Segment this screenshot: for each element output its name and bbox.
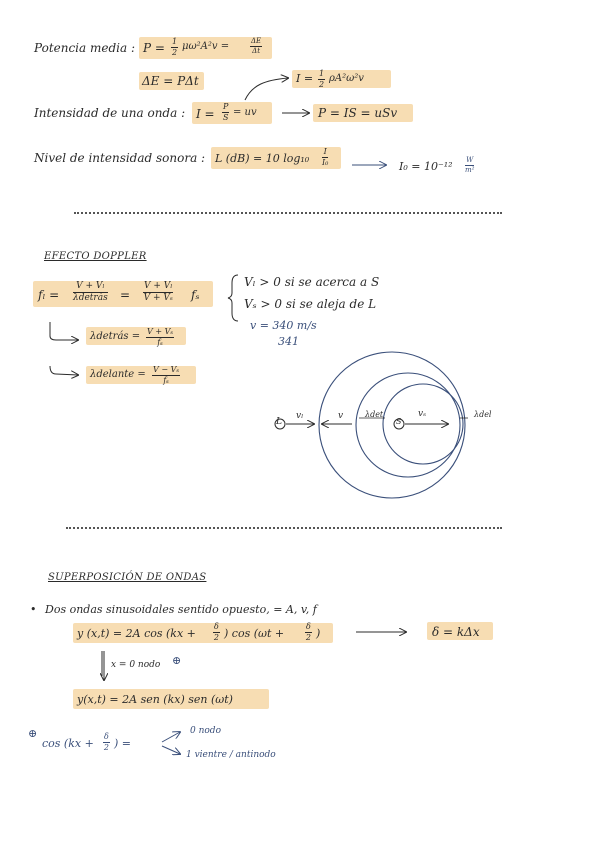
doppler-f: fₗ =: [38, 288, 60, 302]
lambda-del-label: λdel: [474, 410, 492, 419]
i0-formula: I₀ = 10⁻¹²: [399, 160, 453, 173]
source-circle: [394, 419, 404, 429]
nodo-note: x = 0 nodo: [111, 660, 161, 670]
fraction: $\frac{\text{V + Vₛ}}{\text{fₛ}}$: [147, 327, 174, 347]
y-formula-b: ) cos (ωt +: [224, 627, 285, 640]
fraction: $\frac{\Delta E}{\Delta t}$: [251, 37, 262, 55]
speed-correction: 341: [278, 335, 299, 348]
branch-arrow: [162, 732, 180, 742]
fraction: $\frac{\text{V − Vₛ}}{\text{fₛ}}$: [153, 365, 180, 385]
doppler-eq: =: [120, 288, 131, 302]
fraction: $\frac{\text{V + Vₗ}}{\text{V + Vₛ}}$: [143, 281, 173, 303]
hook-arrow: [50, 322, 78, 340]
cos-formula-b: ) =: [114, 737, 132, 750]
potencia-label: Potencia media :: [34, 41, 136, 55]
condition-vl: Vₗ > 0 si se acerca a S: [244, 275, 380, 289]
potencia-formula-a: P =: [143, 41, 165, 55]
y2-formula: y(x,t) = 2A sen (kx) sen (ωt): [77, 693, 233, 706]
fraction: $\frac{1}{2}$: [319, 69, 325, 89]
fraction: $\frac{\delta}{2}$: [305, 622, 311, 642]
vl-label: vₗ: [296, 411, 304, 421]
doppler-fs: fₛ: [191, 288, 200, 302]
listener-circle: [275, 419, 285, 429]
condition-vs: Vₛ > 0 si se aleja de L: [244, 297, 377, 311]
intensidad-alt-a: I =: [296, 72, 314, 85]
fraction: V + Vₗ λdetrás: [73, 281, 108, 303]
speed-of-sound: v = 340 m/s: [250, 319, 317, 332]
plus-mark-icon: ⊕: [172, 654, 182, 667]
branch-arrow: [162, 746, 180, 754]
doppler-heading: EFECTO DOPPLER: [44, 251, 147, 262]
cos-formula-a: cos (kx +: [42, 737, 94, 750]
delta-formula: δ = kΔx: [432, 625, 480, 639]
option-nodo: 0 nodo: [190, 726, 221, 736]
fraction: $\frac{1}{2}$: [172, 37, 178, 57]
y-formula-c: ): [316, 627, 321, 640]
bullet: •: [30, 603, 37, 616]
intensidad-formula-a: I =: [196, 107, 215, 121]
fraction: $\frac{W}{\text{m²}}$: [465, 156, 475, 174]
potencia-formula-b: μω²A²v =: [182, 41, 230, 52]
nivel-formula: L (dB) = 10 log₁₀: [215, 152, 310, 165]
curly-brace: [228, 275, 238, 321]
wavefront-circle: [319, 352, 465, 498]
potencia-alt: P = IS = uSv: [318, 106, 398, 120]
lambda-detras: λdetrás =: [90, 331, 141, 342]
superposicion-heading: SUPERPOSICIÓN DE ONDAS: [48, 572, 207, 583]
fraction: $\frac{\delta}{2}$: [103, 732, 109, 752]
intensidad-formula-b: = uv: [233, 107, 257, 118]
fraction: $\frac{I}{\text{I₀}}$: [322, 147, 329, 167]
energia-formula: ΔE = PΔt: [142, 74, 199, 88]
intensidad-alt-b: ρA²ω²v: [329, 73, 364, 84]
curved-arrow: [245, 78, 288, 100]
v-label: v: [338, 411, 344, 421]
vs-label: vₛ: [418, 409, 427, 419]
lambda-det-label: λdet: [365, 410, 384, 419]
option-vientre: 1 vientre / antinodo: [186, 750, 276, 760]
fraction: $\frac{P}{S}$: [222, 102, 229, 122]
nivel-label: Nivel de intensidad sonora :: [34, 151, 206, 165]
plus-mark-icon: ⊕: [28, 727, 38, 740]
hook-arrow: [50, 366, 78, 375]
source-label: S: [396, 417, 402, 426]
listener-label: L: [276, 417, 282, 427]
fraction: $\frac{\delta}{2}$: [213, 622, 219, 642]
intensidad-label: Intensidad de una onda :: [34, 106, 186, 120]
ondas-description: Dos ondas sinusoidales sentido opuesto, = A, v, f: [45, 603, 317, 616]
lambda-delante: λdelante =: [90, 369, 146, 380]
y-formula-a: y (x,t) = 2A cos (kx +: [77, 627, 196, 640]
